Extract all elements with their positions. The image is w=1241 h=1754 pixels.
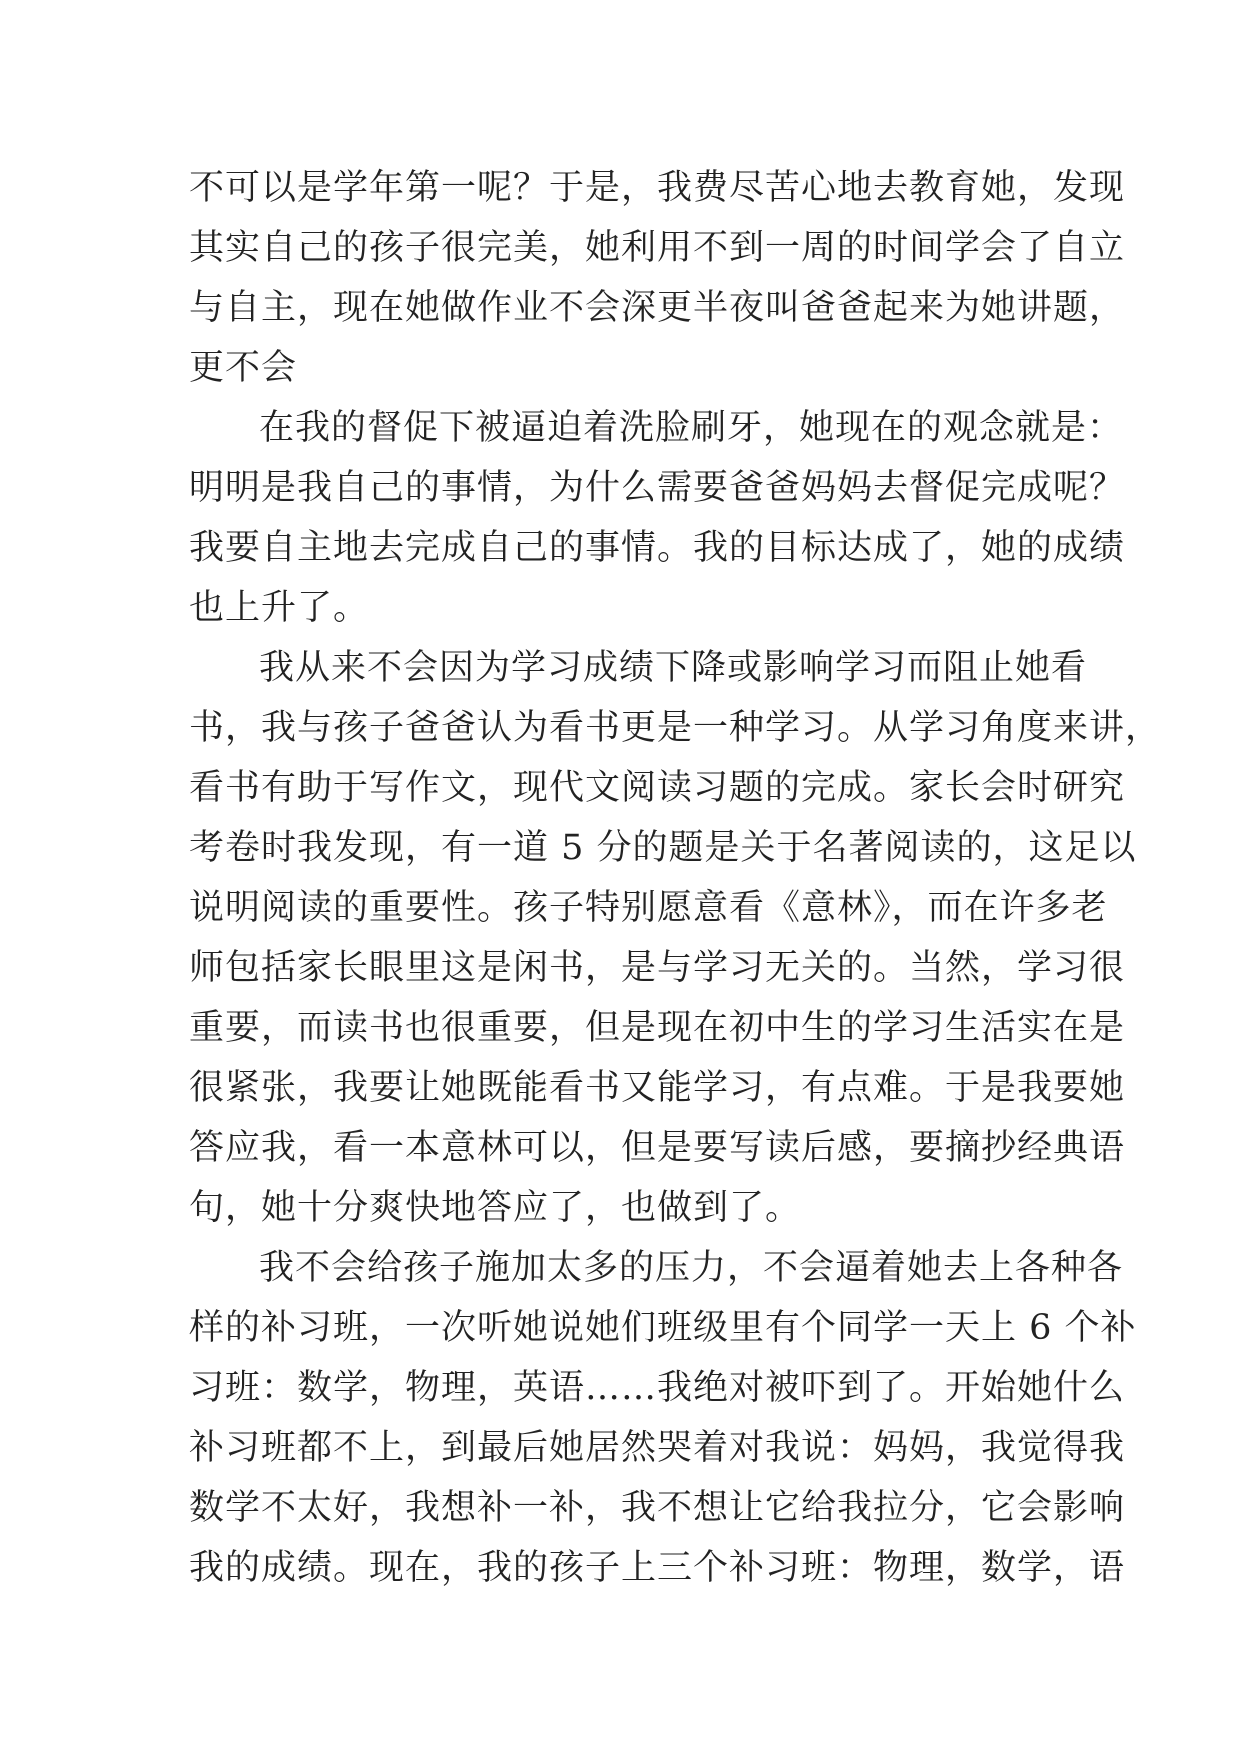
text-line: 很紧张，我要让她既能看书又能学习，有点难。于是我要她 [189,1068,1126,1108]
paragraph [189,1238,1137,1598]
text-line: 数学不太好，我想补一补，我不想让它给我拉分，它会影响 [189,1488,1126,1528]
text-line: 我不会给孩子施加太多的压力，不会逼着她去上各种各 [259,1248,1124,1288]
text-line: 说明阅读的重要性。孩子特别愿意看《意林》，而在许多老 [189,888,1108,928]
document-body [189,158,1162,1598]
paragraph [189,638,1162,1238]
text-line: 也上升了。 [189,588,370,628]
text-line: 答应我，看一本意林可以，但是要写读后感，要摘抄经典语 [189,1128,1126,1168]
text-line: 习班：数学，物理，英语……我绝对被吓到了。开始她什么 [189,1368,1126,1408]
text-line: 补习班都不上，到最后她居然哭着对我说：妈妈，我觉得我 [189,1428,1126,1468]
paragraph [189,398,1126,638]
text-line: 考卷时我发现，有一道 5 分的题是关于名著阅读的，这足以 [189,828,1137,868]
text-line: 书，我与孩子爸爸认为看书更是一种学习。从学习角度来讲， [189,708,1162,748]
text-line: 我从来不会因为学习成绩下降或影响学习而阻止她看 [259,648,1088,688]
paragraph [189,158,1126,398]
text-line: 重要，而读书也很重要，但是现在初中生的学习生活实在是 [189,1008,1126,1048]
text-line: 样的补习班，一次听她说她们班级里有个同学一天上 6 个补 [189,1308,1137,1348]
text-line: 明明是我自己的事情，为什么需要爸爸妈妈去督促完成呢？ [189,468,1126,508]
text-line: 不可以是学年第一呢？于是，我费尽苦心地去教育她，发现 [189,168,1126,208]
text-line: 我要自主地去完成自己的事情。我的目标达成了，她的成绩 [189,528,1126,568]
text-line: 其实自己的孩子很完美，她利用不到一周的时间学会了自立 [189,228,1126,268]
text-line: 师包括家长眼里这是闲书，是与学习无关的。当然，学习很 [189,948,1126,988]
text-line: 更不会 [189,348,298,388]
text-line: 与自主，现在她做作业不会深更半夜叫爸爸起来为她讲题， [189,288,1126,328]
text-line: 看书有助于写作文，现代文阅读习题的完成。家长会时研究 [189,768,1126,808]
text-line: 我的成绩。现在，我的孩子上三个补习班：物理，数学，语 [189,1548,1126,1588]
text-line: 在我的督促下被逼迫着洗脸刷牙，她现在的观念就是： [259,408,1124,448]
text-line: 句，她十分爽快地答应了，也做到了。 [189,1188,802,1228]
